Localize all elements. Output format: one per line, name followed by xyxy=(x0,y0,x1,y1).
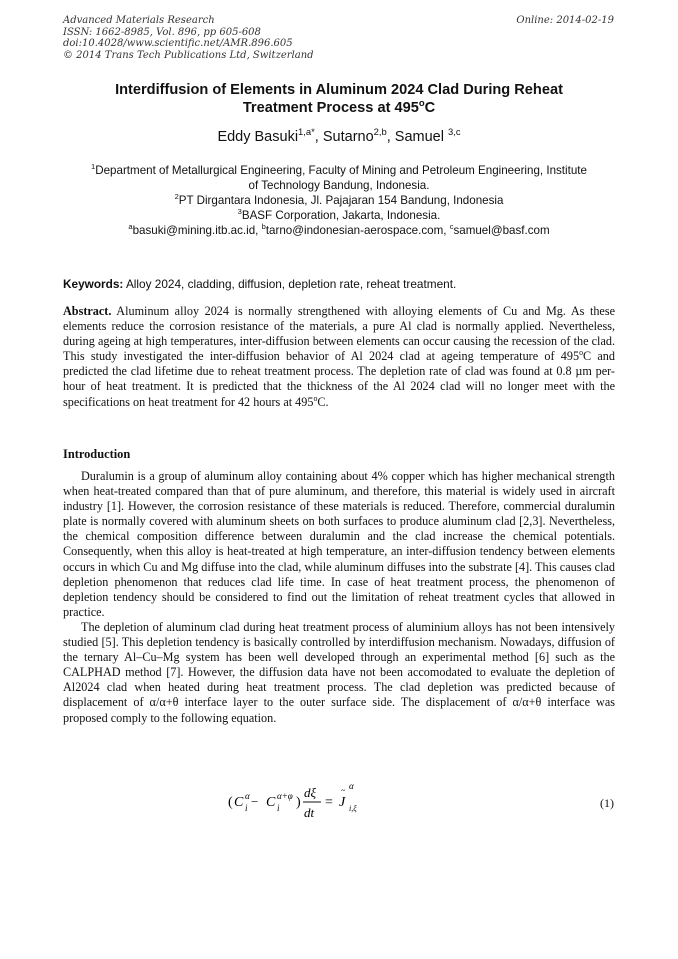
author-affil-sup: 3,c xyxy=(448,126,461,138)
equation-number: (1) xyxy=(600,796,614,810)
svg-text:): ) xyxy=(296,795,301,810)
affiliation-1: $^1$Department of Metallurgical Engineering, Faculty of Mining and Petroleum Engineering, Institute xyxy=(91,162,587,177)
abstract-label: Abstract. xyxy=(63,304,112,318)
doi-line: doi:10.4028/www.scientific.net/AMR.896.605 xyxy=(63,38,293,50)
journal-header xyxy=(63,15,314,61)
paragraph: The depletion of aluminum clad during heat treatment process of aluminium alloys has not been intensively studied [5]. This depletion tendency is basically controlled by interdiffusion mechanism. Nowadays, diffusion of the ternary Al–Cu–Mg system has been well developed through an experimental method [6] such as the CALPHAD method [7]. However, the diffusion data have not been accomodated to evaluate the depletion of Al2024 clad when heated during heat treatment process. The clad depletion was predicted because of displacement of α/α+θ interface layer to the outer surface side. The displacement of α/α+θ interface was proposed comply to the following equation. xyxy=(63,619,615,725)
online-date: Online: 2014-02-19 xyxy=(516,15,614,26)
affiliation-3: $^3$BASF Corporation, Jakarta, Indonesia. xyxy=(237,207,441,222)
author-name: Samuel xyxy=(394,129,448,145)
section-heading-introduction: Introduction xyxy=(63,447,131,461)
keywords-text: Alloy 2024, cladding, diffusion, depletion rate, reheat treatment. xyxy=(123,277,457,291)
author-affil-sup: 1,a* xyxy=(298,126,315,138)
email-link[interactable]: tarno@indonesian-aerospace.com, xyxy=(265,224,450,237)
introduction-body xyxy=(63,469,615,726)
email-link[interactable]: basuki@mining.itb.ac.id, xyxy=(132,224,262,237)
svg-text:i,ξ: i,ξ xyxy=(349,804,357,813)
svg-text:dt: dt xyxy=(304,805,315,820)
affiliation-1-cont: of Technology Bandung, Indonesia. xyxy=(248,179,430,192)
author-name: Eddy Basuki xyxy=(217,129,299,145)
equation-1 xyxy=(228,780,378,826)
author-affil-sup: 2,b xyxy=(373,126,387,138)
paragraph: Duralumin is a group of aluminum alloy containing about 4% copper which has higher mechanical strength when heat-treated compared than that of pure aluminum, and therefore, this material is widely used in aircraft industry [1]. However, the corrosion resistance of these materials is reduced. Therefore, commercial duralumin plate is normally covered with aluminum sheets on both surfaces to produce aluminum clad [2,3]. Nevertheless, the chemical composition difference between duralumin and the clad increase the chemical potentials. Consequently, when this alloy is heat-treated at high temperature, an inter-diffusion tendency between elements occurs in which Cu and Mg diffuse into the clad, while aluminum diffuses into the substrate [4]. This causes clad depletion phenomenon that reduces clad life time. In case of heat treatment process, the phenomenon of depletion tendency should be considered to find out the limitation of reheat treatment cycles that allowed in practice. xyxy=(63,469,615,619)
email-line: $^a$basuki@mining.itb.ac.id, $^b$tarno@indonesian-aerospace.com, $^c$samuel@basf.com xyxy=(128,222,550,237)
svg-text:=: = xyxy=(325,795,333,810)
svg-text:i: i xyxy=(277,803,280,813)
svg-text:α: α xyxy=(349,781,354,791)
title-line-2: Treatment Process at 495$^o$C xyxy=(242,97,436,116)
author-list: Eddy Basuki$^{1,a*}$, Sutarno$^{2,b}$, Samuel $^{3,c}$ xyxy=(217,126,461,145)
keywords-label: Keywords: xyxy=(63,277,124,291)
affiliations xyxy=(63,163,615,238)
title-line-1: Interdiffusion of Elements in Aluminum 2024 Clad During Reheat xyxy=(115,82,563,98)
equation-graphic xyxy=(228,780,378,822)
email-link[interactable]: samuel@basf.com xyxy=(453,224,550,237)
svg-text:C: C xyxy=(266,795,276,810)
svg-text:α: α xyxy=(245,791,250,801)
svg-text:~: ~ xyxy=(341,786,346,795)
affiliation-2: $^2$PT Dirgantara Indonesia, Jl. Pajajaran 154 Bandung, Indonesia xyxy=(174,192,504,207)
svg-text:−: − xyxy=(251,794,259,809)
svg-text:J: J xyxy=(339,795,346,810)
copyright-line: © 2014 Trans Tech Publications Ltd, Switzerland xyxy=(63,49,314,61)
keywords xyxy=(63,277,615,292)
paper-title xyxy=(63,82,615,117)
issn-line: ISSN: 1662-8985, Vol. 896, pp 605-608 xyxy=(63,26,261,38)
svg-text:i: i xyxy=(245,803,248,813)
abstract: Abstract. Aluminum alloy 2024 is normally strengthened with alloying elements of Cu and Mg. As these elements reduce the corrosion resistance of the materials, a pure Al clad is normally applied. Nevertheless, during ageing at high temperatures, inter-diffusion between elements can occur causing the recession of the clad. This study investigated the inter-diffusion behavior of Al 2024 clad at ageing temperature of 495$^o$C and predicted the clad lifetime due to reheat treatment process. The depletion rate of clad was found at 0.8 µm per-hour of heat treatment. It is predicted that the thickness of the Al 2024 clad will no longer meet with the specifications on heat treatment for 42 hours at 495$^o$C. xyxy=(63,304,615,409)
svg-text:(: ( xyxy=(228,795,233,810)
author-name: Sutarno xyxy=(322,129,374,145)
journal-name: Advanced Materials Research xyxy=(63,15,215,26)
svg-text:α+φ: α+φ xyxy=(277,791,293,801)
svg-text:C: C xyxy=(234,795,244,810)
svg-text:dξ: dξ xyxy=(304,785,317,800)
